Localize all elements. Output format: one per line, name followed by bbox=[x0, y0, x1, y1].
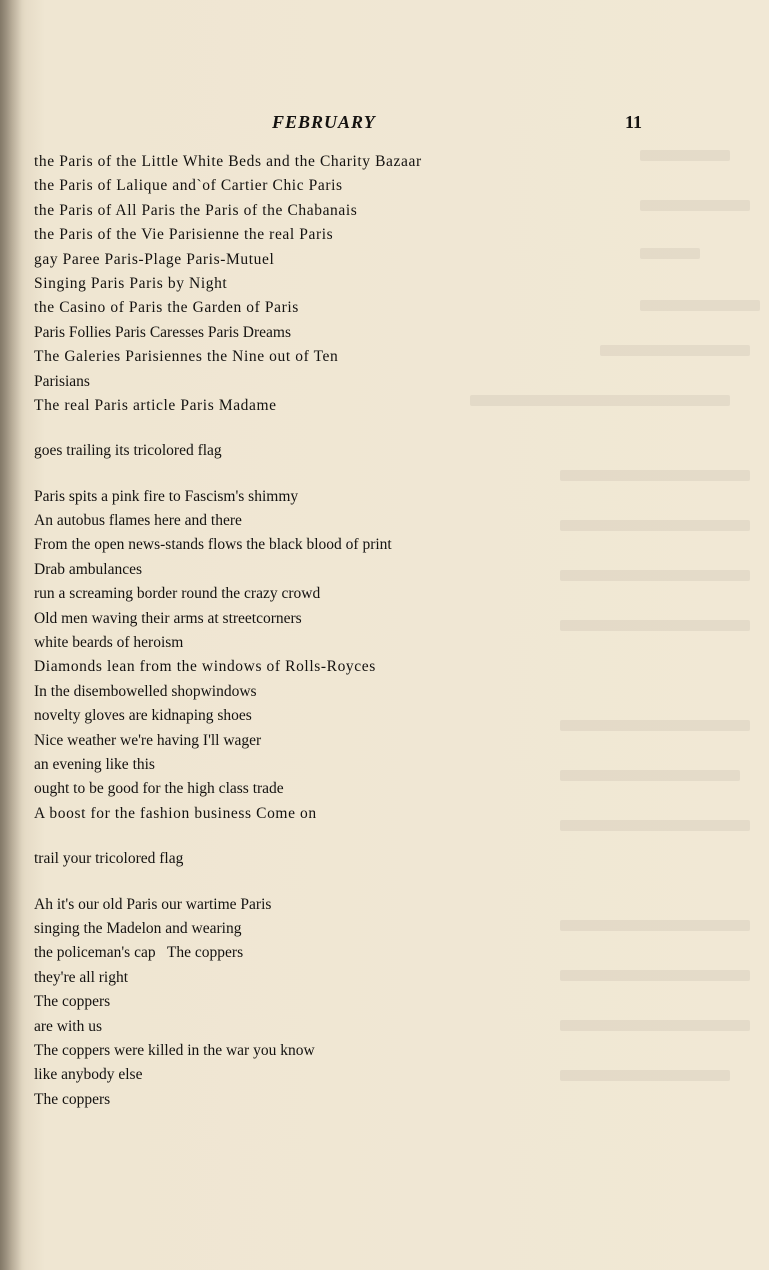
page-number: 11 bbox=[625, 112, 643, 132]
poem-line: The coppers were killed in the war you know bbox=[34, 1041, 315, 1059]
poem-line: Diamonds lean from the windows of Rolls-Royces bbox=[34, 658, 376, 676]
poem-line: goes trailing its tricolored flag bbox=[34, 442, 222, 460]
poem-line: an evening like this bbox=[34, 755, 155, 773]
poem-text bbox=[34, 150, 734, 1112]
poem-line: the Paris of All Paris the Paris of the Chabanais bbox=[34, 201, 358, 219]
running-head: FEBRUARY bbox=[272, 112, 376, 132]
poem-line: Singing Paris Paris by Night bbox=[34, 274, 228, 292]
stanza-break bbox=[34, 418, 734, 439]
poem-line: From the open news-stands flows the black blood of print bbox=[34, 536, 392, 554]
poem-line: Ah it's our old Paris our wartime Paris bbox=[34, 895, 272, 913]
poem-line: the Casino of Paris the Garden of Paris bbox=[34, 299, 299, 317]
poem-line: In the disembowelled shopwindows bbox=[34, 682, 257, 700]
poem-line: gay Paree Paris-Plage Paris-Mutuel bbox=[34, 250, 275, 268]
poem-line: the Paris of Lalique and`of Cartier Chic Paris bbox=[34, 177, 343, 195]
poem-line: Drab ambulances bbox=[34, 560, 143, 578]
poem-line: the policeman's cap The coppers bbox=[34, 944, 244, 962]
poem-line: are with us bbox=[34, 1017, 103, 1035]
poem-line: Parisians bbox=[34, 372, 90, 390]
poem-line: The Galeries Parisiennes the Nine out of Ten bbox=[34, 348, 339, 366]
poem-line: The coppers bbox=[34, 1090, 111, 1108]
spine-shadow bbox=[0, 0, 22, 1270]
poem-line: the Paris of the Vie Parisienne the real Paris bbox=[34, 226, 334, 244]
poem-line: trail your tricolored flag bbox=[34, 850, 184, 868]
poem-line: The real Paris article Paris Madame bbox=[34, 396, 277, 414]
poem-line: run a screaming border round the crazy crowd bbox=[34, 585, 321, 603]
poem-line: A boost for the fashion business Come on bbox=[34, 804, 317, 822]
poem-line: they're all right bbox=[34, 968, 129, 986]
poem-line: An autobus flames here and there bbox=[34, 512, 242, 530]
stanza-break bbox=[34, 872, 734, 893]
poem-line: novelty gloves are kidnaping shoes bbox=[34, 707, 252, 725]
poem-line: Nice weather we're having I'll wager bbox=[34, 731, 262, 749]
poem-line: Old men waving their arms at streetcorners bbox=[34, 609, 302, 627]
poem-line: ought to be good for the high class trade bbox=[34, 780, 284, 798]
poem-line: like anybody else bbox=[34, 1066, 143, 1084]
stanza-break bbox=[34, 826, 734, 847]
poem-line: The coppers bbox=[34, 993, 111, 1011]
poem-line: singing the Madelon and wearing bbox=[34, 919, 242, 937]
stanza-break bbox=[34, 464, 734, 485]
poem-line: Paris Follies Paris Caresses Paris Dreams bbox=[34, 323, 292, 341]
poem-line: Paris spits a pink fire to Fascism's shimmy bbox=[34, 487, 299, 505]
poem-line: the Paris of the Little White Beds and the Charity Bazaar bbox=[34, 153, 422, 170]
poem-line: white beards of heroism bbox=[34, 634, 184, 652]
page-header bbox=[0, 112, 769, 138]
